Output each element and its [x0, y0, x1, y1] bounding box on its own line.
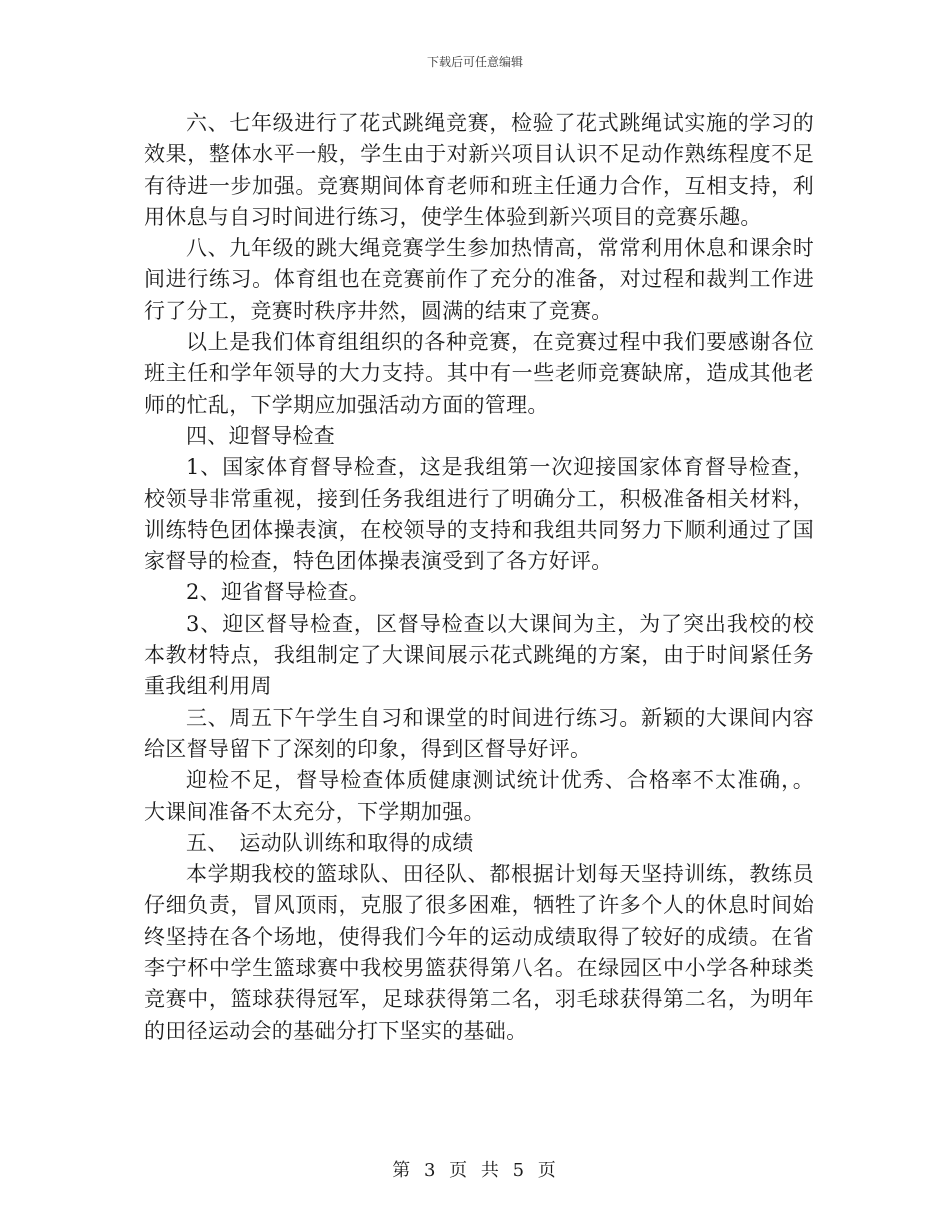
section-heading-inspection: 四、迎督导检查: [186, 423, 336, 448]
paragraph-jump-rope-grade-7: 六、七年级进行了花式跳绳竞赛，检验了花式跳绳试实施的学习的效果，整体水平一般，学生由于对新兴项目认识不足动作熟练程度不足有待进一步加强。竞赛期间体育老师和班主任通力合作，互相支持，利用休息与自习时间进行练习，使学生体验到新兴项目的竞赛乐趣。: [144, 111, 814, 229]
page-number-footer: 第 3 页 共 5 页: [392, 1160, 558, 1181]
paragraph-district-inspection: 3、迎区督导检查，区督导检查以大课间为主，为了突出我校的校本教材特点，我组制定了大课间展示花式跳绳的方案，由于时间紧任务重我组利用周: [144, 611, 814, 699]
paragraph-provincial-inspection: 2、迎省督导检查。: [186, 580, 371, 605]
paragraph-sports-teams-results: 本学期我校的篮球队、田径队、都根据计划每天坚持训练，教练员仔细负责，冒风顶雨，克服了很多困难，牺牲了许多个人的休息时间始终坚持在各个场地，使得我们今年的运动成绩取得了较好的成绩。在省李宁杯中学生篮球赛中我校男篮获得第八名。在绿园区中小学各种球类竞赛中，篮球获得冠军，足球获得第二名，羽毛球获得第二名，为明年的田径运动会的基础分打下坚实的基础。: [144, 862, 814, 1043]
page-header-note: 下载后可任意编辑: [426, 55, 523, 69]
paragraph-long-rope-grade-9: 八、九年级的跳大绳竞赛学生参加热情高，常常利用休息和课余时间进行练习。体育组也在竞赛前作了充分的准备，对过程和裁判工作进行了分工，竞赛时秩序井然，圆满的结束了竞赛。: [144, 236, 814, 323]
paragraph-competition-summary: 以上是我们体育组组织的各种竞赛，在竞赛过程中我们要感谢各位班主任和学年领导的大力支持。其中有一些老师竞赛缺席，造成其他老师的忙乱，下学期应加强活动方面的管理。: [144, 330, 814, 417]
section-heading-sports-teams: 五、 运动队训练和取得的成绩: [186, 830, 474, 855]
paragraph-inspection-shortcomings: 迎检不足，督导检查体质健康测试统计优秀、合格率不太准确，。大课间准备不太充分，下学期加强。: [144, 768, 814, 824]
paragraph-national-inspection: 1、国家体育督导检查，这是我组第一次迎接国家体育督导检查，校领导非常重视，接到任务我组进行了明确分工，积极准备相关材料，训练特色团体操表演，在校领导的支持和我组共同努力下顺利通过了国家督导的检查，特色团体操表演受到了各方好评。: [144, 455, 814, 574]
paragraph-district-inspection-cont: 三、周五下午学生自习和课堂的时间进行练习。新颖的大课间内容给区督导留下了深刻的印象，得到区督导好评。: [144, 705, 814, 761]
document-body: [144, 108, 814, 1047]
